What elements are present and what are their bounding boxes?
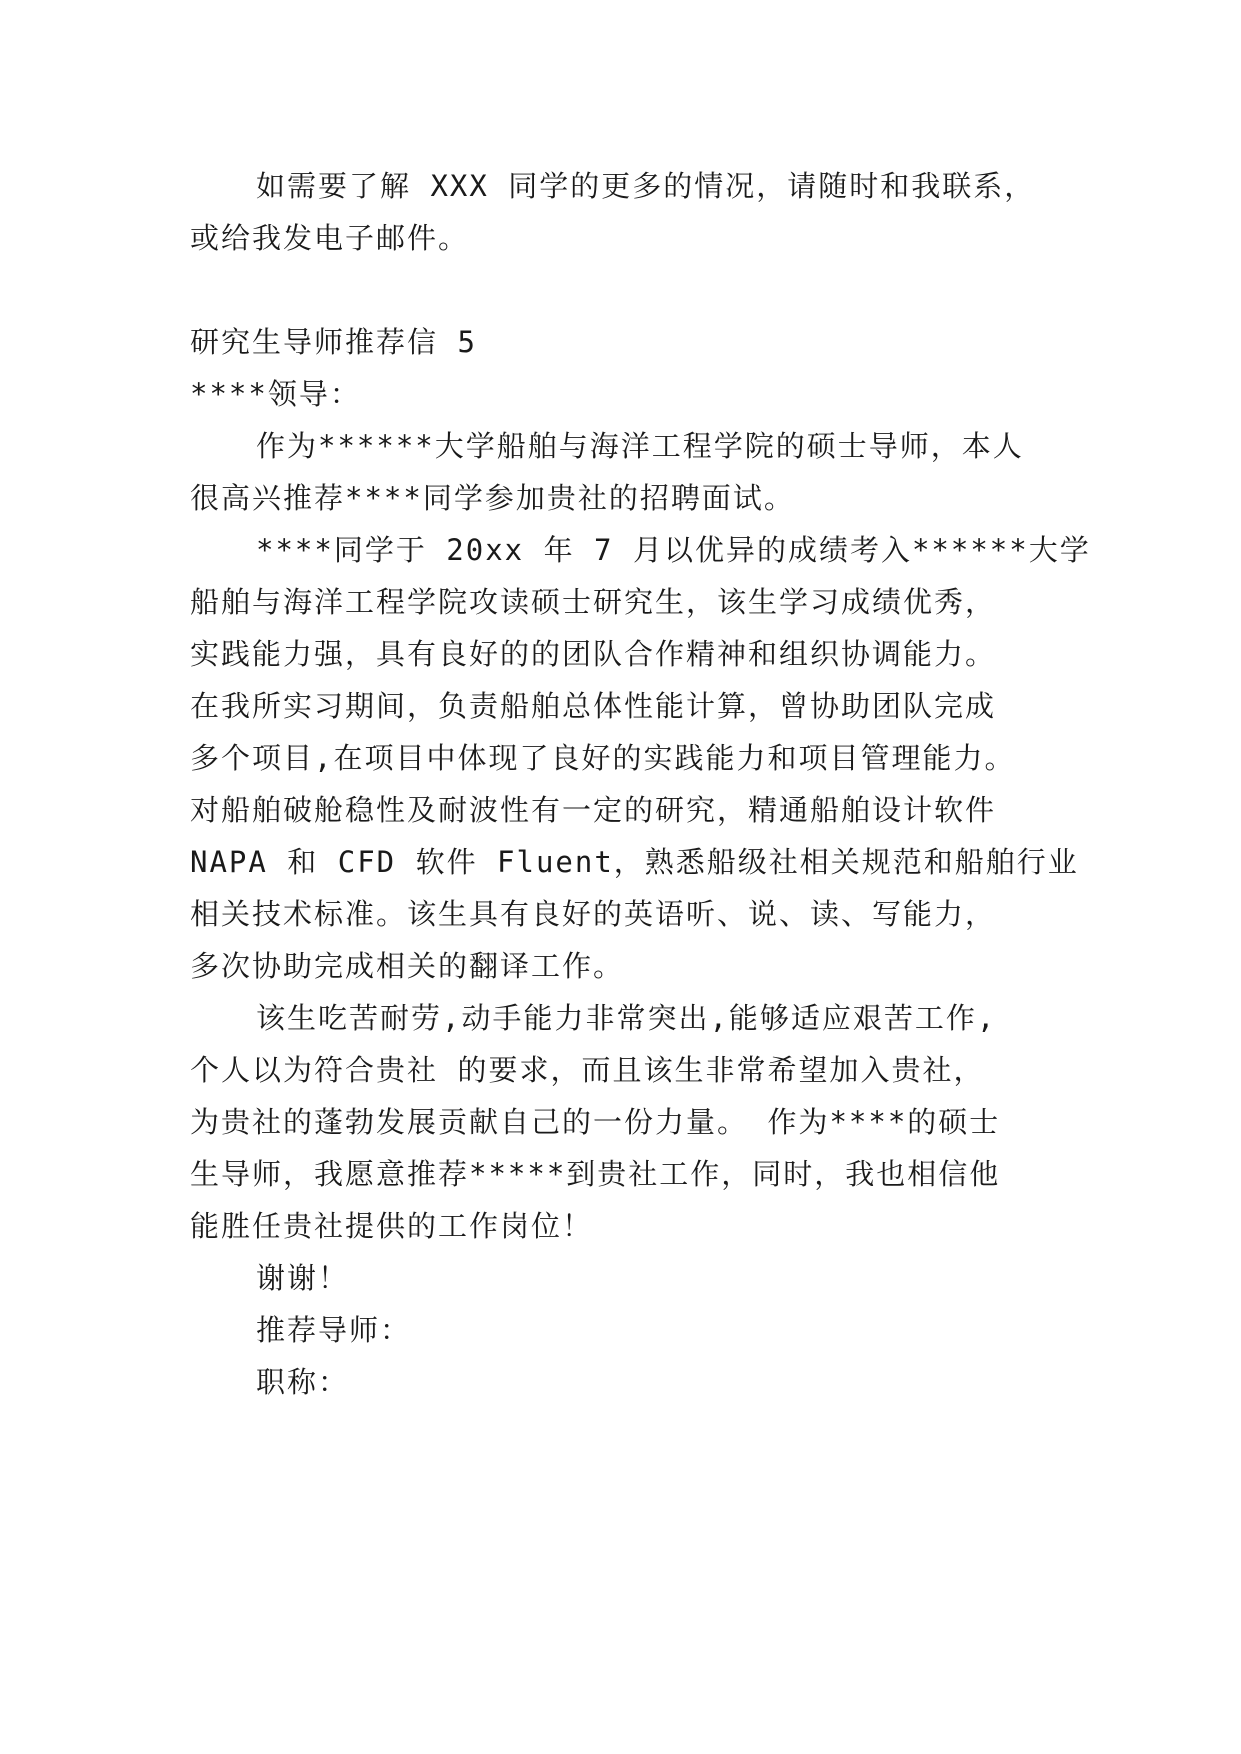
letter-title: 研究生导师推荐信 5 — [190, 325, 477, 359]
job-title-line: 职称： — [256, 1365, 350, 1399]
paragraph-3-line-3: 为贵社的蓬勃发展贡献自己的一份力量。 作为****的硕士 — [190, 1105, 1001, 1139]
paragraph-2-line-9: 多次协助完成相关的翻译工作。 — [190, 949, 625, 983]
paragraph-2-line-5: 多个项目,在项目中体现了良好的实践能力和项目管理能力。 — [190, 741, 1016, 775]
thanks-line: 谢谢！ — [256, 1261, 350, 1295]
prev-paragraph-line-2: 或给我发电子邮件。 — [190, 221, 470, 255]
salutation: ****领导： — [190, 377, 361, 411]
paragraph-2-line-1: ****同学于 20xx 年 7 月以优异的成绩考入******大学 — [256, 533, 1091, 567]
paragraph-2-line-6: 对船舶破舱稳性及耐波性有一定的研究，精通船舶设计软件 — [190, 793, 997, 827]
paragraph-3-line-4: 生导师，我愿意推荐*****到贵社工作，同时，我也相信他 — [190, 1157, 1001, 1191]
paragraph-2-line-8: 相关技术标准。该生具有良好的英语听、说、读、写能力， — [190, 897, 997, 931]
paragraph-1-line-2: 很高兴推荐****同学参加贵社的招聘面试。 — [190, 481, 795, 515]
paragraph-3-line-2: 个人以为符合贵社 的要求，而且该生非常希望加入贵社， — [190, 1053, 985, 1087]
paragraph-2-line-2: 船舶与海洋工程学院攻读硕士研究生，该生学习成绩优秀， — [190, 585, 997, 619]
prev-paragraph-line-1: 如需要了解 XXX 同学的更多的情况，请随时和我联系， — [256, 169, 1036, 203]
paragraph-1-line-1: 作为******大学船舶与海洋工程学院的硕士导师，本人 — [256, 429, 1024, 463]
paragraph-2-line-3: 实践能力强，具有良好的的团队合作精神和组织协调能力。 — [190, 637, 997, 671]
paragraph-2-line-4: 在我所实习期间，负责船舶总体性能计算，曾协助团队完成 — [190, 689, 997, 723]
recommender-line: 推荐导师： — [256, 1313, 412, 1347]
paragraph-2-line-7: NAPA 和 CFD 软件 Fluent，熟悉船级社相关规范和船舶行业 — [190, 845, 1079, 879]
paragraph-3-line-5: 能胜任贵社提供的工作岗位！ — [190, 1209, 594, 1243]
paragraph-3-line-1: 该生吃苦耐劳,动手能力非常突出,能够适应艰苦工作, — [256, 1001, 997, 1035]
